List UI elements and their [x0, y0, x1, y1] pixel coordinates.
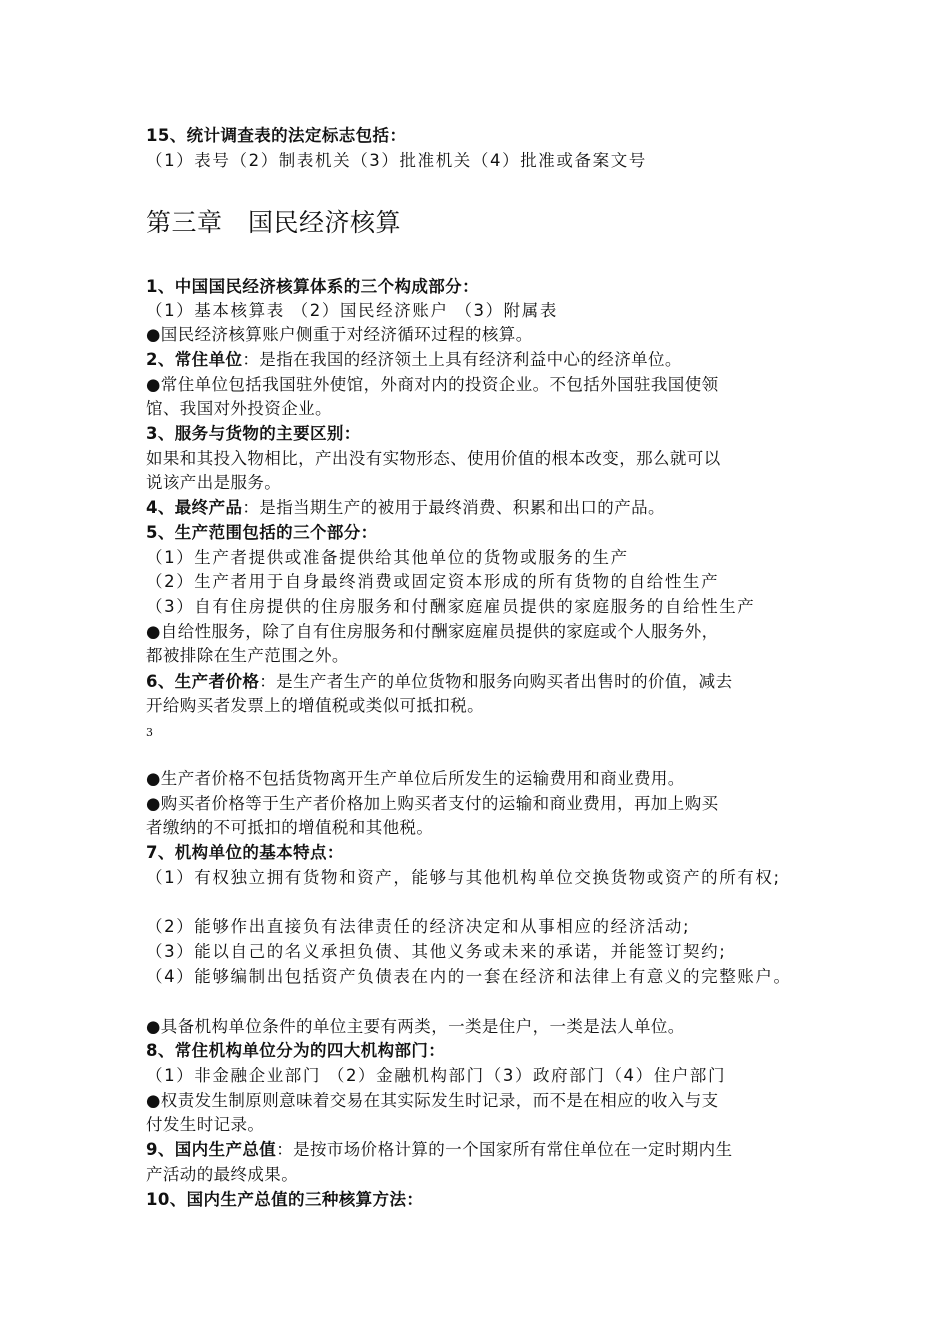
item-5-part-2: （2）生产者用于自身最终消费或固定资本形成的所有货物的自给性生产 [146, 572, 720, 591]
item-2-paragraph [146, 348, 682, 372]
item-2-term: 2、常住单位 [146, 350, 243, 369]
item-6-term: 6、生产者价格 [146, 672, 260, 691]
section-15-items: （1）表号（2）制表机关（3）批准机关（4）批准或备案文号 [146, 151, 647, 170]
item-7-feature-2: （2）能够作出直接负有法律责任的经济决定和从事相应的经济活动; [146, 917, 691, 936]
page-number: 3 [146, 726, 153, 739]
item-1-note: ●国民经济核算账户侧重于对经济循环过程的核算。 [146, 325, 533, 344]
item-5-note-line-1: ●自给性服务，除了自有住房服务和付酬家庭雇员提供的家庭或个人服务外， [146, 622, 719, 641]
item-1-parts: （1）基本核算表 （2）国民经济账户 （3）附属表 [146, 301, 558, 320]
item-2-note-line-2: 馆、我国对外投资企业。 [146, 399, 332, 418]
purchaser-price-note-line-2: 者缴纳的不可抵扣的增值税和其他税。 [146, 818, 434, 837]
section-15-heading: 15、统计调查表的法定标志包括： [146, 126, 407, 145]
item-5-part-1: （1）生产者提供或准备提供给其他单位的货物或服务的生产 [146, 548, 629, 567]
item-9-term: 9、国内生产总值 [146, 1140, 277, 1159]
item-7-heading: 7、机构单位的基本特点： [146, 843, 344, 862]
item-4-paragraph [146, 496, 665, 520]
item-7-note: ●具备机构单位条件的单位主要有两类，一类是住户，一类是法人单位。 [146, 1017, 685, 1036]
item-6-definition: ：是生产者生产的单位货物和服务向购买者出售时的价值，减去 [259, 672, 733, 691]
item-10-heading: 10、国内生产总值的三种核算方法： [146, 1190, 424, 1209]
item-5-heading: 5、生产范围包括的三个部分： [146, 523, 378, 542]
item-4-definition: ：是指当期生产的被用于最终消费、积累和出口的产品。 [242, 498, 665, 517]
item-7-feature-4: （4）能够编制出包括资产负债表在内的一套在经济和法律上有意义的完整账户。 [146, 967, 792, 986]
purchaser-price-note-line-1: ●购买者价格等于生产者价格加上购买者支付的运输和商业费用，再加上购买 [146, 794, 719, 813]
item-8-note-line-2: 付发生时记录。 [146, 1115, 265, 1134]
item-8-sectors: （1）非金融企业部门 （2）金融机构部门（3）政府部门（4）住户部门 [146, 1066, 727, 1085]
item-5-part-3: （3）自有住房提供的住房服务和付酬家庭雇员提供的家庭服务的自给性生产 [146, 597, 756, 616]
item-2-note-line-1: ●常住单位包括我国驻外使馆，外商对内的投资企业。不包括外国驻我国使领 [146, 375, 719, 394]
item-2-definition: ：是指在我国的经济领土上具有经济利益中心的经济单位。 [242, 350, 682, 369]
item-6-line-2: 开给购买者发票上的增值税或类似可抵扣税。 [146, 696, 484, 715]
item-3-line-2: 说该产出是服务。 [146, 473, 282, 492]
item-1-heading: 1、中国国民经济核算体系的三个构成部分： [146, 277, 479, 296]
item-8-heading: 8、常住机构单位分为的四大机构部门： [146, 1041, 446, 1060]
item-8-note-line-1: ●权责发生制原则意味着交易在其实际发生时记录，而不是在相应的收入与支 [146, 1091, 719, 1110]
item-9-definition: ：是按市场价格计算的一个国家所有常住单位在一定时期内生 [276, 1140, 733, 1159]
item-3-heading: 3、服务与货物的主要区别： [146, 424, 361, 443]
item-9-paragraph [146, 1138, 733, 1162]
producer-price-note: ●生产者价格不包括货物离开生产单位后所发生的运输费用和商业费用。 [146, 769, 685, 788]
item-3-line-1: 如果和其投入物相比，产出没有实物形态、使用价值的根本改变，那么就可以 [146, 449, 721, 468]
chapter-title: 第三章 国民经济核算 [146, 208, 402, 237]
item-9-line-2: 产活动的最终成果。 [146, 1165, 299, 1184]
item-5-note-line-2: 都被排除在生产范围之外。 [146, 646, 349, 665]
item-6-paragraph [146, 670, 732, 694]
item-7-feature-3: （3）能以自己的名义承担负债、其他义务或未来的承诺，并能签订契约; [146, 942, 727, 961]
item-4-term: 4、最终产品 [146, 498, 243, 517]
item-7-feature-1: （1）有权独立拥有货物和资产，能够与其他机构单位交换货物或资产的所有权; [146, 868, 781, 887]
